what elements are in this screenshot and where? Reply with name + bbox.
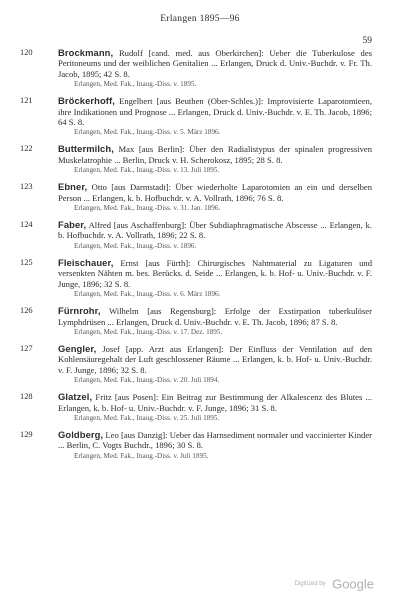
entry-note: Erlangen, Med. Fak., Inaug.-Diss. v. Juli 1895. (74, 451, 209, 460)
list-item (20, 430, 372, 461)
entry-number: 125 (20, 257, 33, 267)
entry-text: Alfred [aus Aschaffenburg]: Über Subdiaphragmatische Abscesse ... Erlangen, k. b. Hofbuchdr. v. A. Vollrath, 1896; 22 S. 8. (58, 220, 372, 241)
digitization-watermark (295, 575, 374, 593)
entry-author: Brockmann, (58, 47, 114, 58)
entry-list (20, 48, 372, 468)
list-item (20, 258, 372, 299)
entry-number: 120 (20, 48, 33, 57)
list-item (20, 344, 372, 385)
list-item (20, 182, 372, 213)
entry-author: Goldberg, (58, 428, 104, 440)
entry-author: Gengler, (58, 342, 97, 354)
entry-text: Wilhelm [aus Regensburg]: Erfolge der Exstirpation tuberkulöser Lymphdrüsen ... Erlangen, Druck d. Univ.-Buchdr. v. E. Th. Jacob, 1896; 87 S. 8. (58, 306, 372, 327)
list-item (20, 144, 372, 175)
entry-text: Josef [app. Arzt aus Erlangen]: Der Einfluss der Ventilation auf den Kohlensäuregehalt der Luft geschlossener Räume ... Erlangen, k. b. Hof- u. Univ.-Buchdr. v. F. Junge, 1896; 32 S. 8. (58, 343, 372, 375)
list-item (20, 392, 372, 423)
entry-number: 122 (20, 144, 33, 154)
google-logo: Google (332, 576, 374, 592)
entry-author: Bröckerhoff, (58, 95, 115, 107)
page-number: 59 (362, 36, 372, 46)
entry-number: 126 (20, 306, 33, 316)
entry-number: 124 (20, 220, 33, 230)
entry-text: Fritz [aus Posen]: Ein Beitrag zur Bestimmung der Alkalescenz des Blutes ... Erlangen, k. b. Hof- u. Univ.-Buchdr. v. F. Junge, 1896; 31 S. 8. (58, 392, 372, 413)
running-title: Erlangen 1895—96 (160, 14, 240, 24)
entry-text: Engelbert [aus Beuthen (Ober-Schles.)]: Improvisierte Laparotomieen, ihre Indikationen und Prognose ... Erlangen, Druck d. Univ.-Buchdr. v. E. Th. Jacob, 1896; 64 S. 8. (58, 96, 372, 128)
entry-note: Erlangen, Med. Fak., Inaug.-Diss. v. 20. Juli 1894. (74, 376, 220, 385)
entry-text: Ernst [aus Fürth]: Chirurgisches Nahtmaterial zu Ligaturen und versenkten Nähten m. bes. Berücks. d. Seide ... Erlangen, k. b. Hof- u. Univ.-Buchdr. v. F. Junge, 1896; 32 S. 8. (58, 257, 372, 289)
entry-author: Fleischauer, (58, 256, 114, 268)
entry-number: 121 (20, 96, 33, 106)
entry-note: Erlangen, Med. Fak., Inaug.-Diss. v. 6. März 1896. (74, 290, 221, 299)
entry-text: Rudolf [cand. med. aus Oberkirchen]: Ueber die Tuberkulose des Peritoneums und der weiblichen Genitalien ... Erlangen, Druck d. Univ.-Buchdr. v. Fr. Th. Jacob, 1895; 42 S. 8. (58, 48, 372, 79)
list-item (20, 306, 372, 337)
entry-number: 123 (20, 182, 33, 192)
entry-note: Erlangen, Med. Fak., Inaug.-Diss. v. 1896. (74, 241, 197, 250)
watermark-prefix: Digitized by (294, 580, 326, 587)
entry-note: Erlangen, Med. Fak., Inaug.-Diss. v. 13. Juli 1895. (74, 166, 220, 175)
entry-text: Leo [aus Danzig]: Ueber das Harnsediment normaler und vaccinierter Kinder ... Berlin, C. Vogts Buchdr., 1896; 30 S. 8. (58, 429, 372, 451)
list-item (20, 96, 372, 137)
entry-note: Erlangen, Med. Fak., Inaug.-Diss. v. 1895. (74, 80, 197, 89)
entry-author: Fürnrohr, (58, 305, 101, 317)
entry-author: Buttermilch, (58, 143, 114, 155)
page-header (0, 14, 400, 46)
entry-note: Erlangen, Med. Fak., Inaug.-Diss. v. 5. März 1896. (74, 128, 221, 137)
entry-number: 127 (20, 343, 33, 353)
entry-author: Faber, (58, 219, 87, 231)
entry-note: Erlangen, Med. Fak., Inaug.-Diss. v. 31. Jan. 1896. (74, 204, 221, 213)
entry-author: Glatzel, (58, 391, 93, 403)
list-item (20, 48, 372, 89)
entry-number: 129 (20, 429, 33, 439)
list-item (20, 220, 372, 251)
entry-text: Otto [aus Darmstadt]: Über wiederholte Laparotomien an ein und derselben Person ... Erlangen, k. b. Hofbuchdr. v. A. Vollrath, 1896; 76 S. 8. (58, 182, 372, 203)
entry-note: Erlangen, Med. Fak., Inaug.-Diss. v. 17. Dez. 1895. (74, 327, 223, 336)
entry-note: Erlangen, Med. Fak., Inaug.-Diss. v. 25. Juli 1895. (74, 413, 220, 422)
entry-text: Max [aus Berlin]: Über den Radialistypus der spinalen progressiven Muskelatrophie ... Berlin, Druck v. H. Scherokosz, 1895; 28 S. 8. (58, 144, 372, 165)
entry-number: 128 (20, 392, 33, 402)
entry-author: Ebner, (58, 181, 88, 193)
